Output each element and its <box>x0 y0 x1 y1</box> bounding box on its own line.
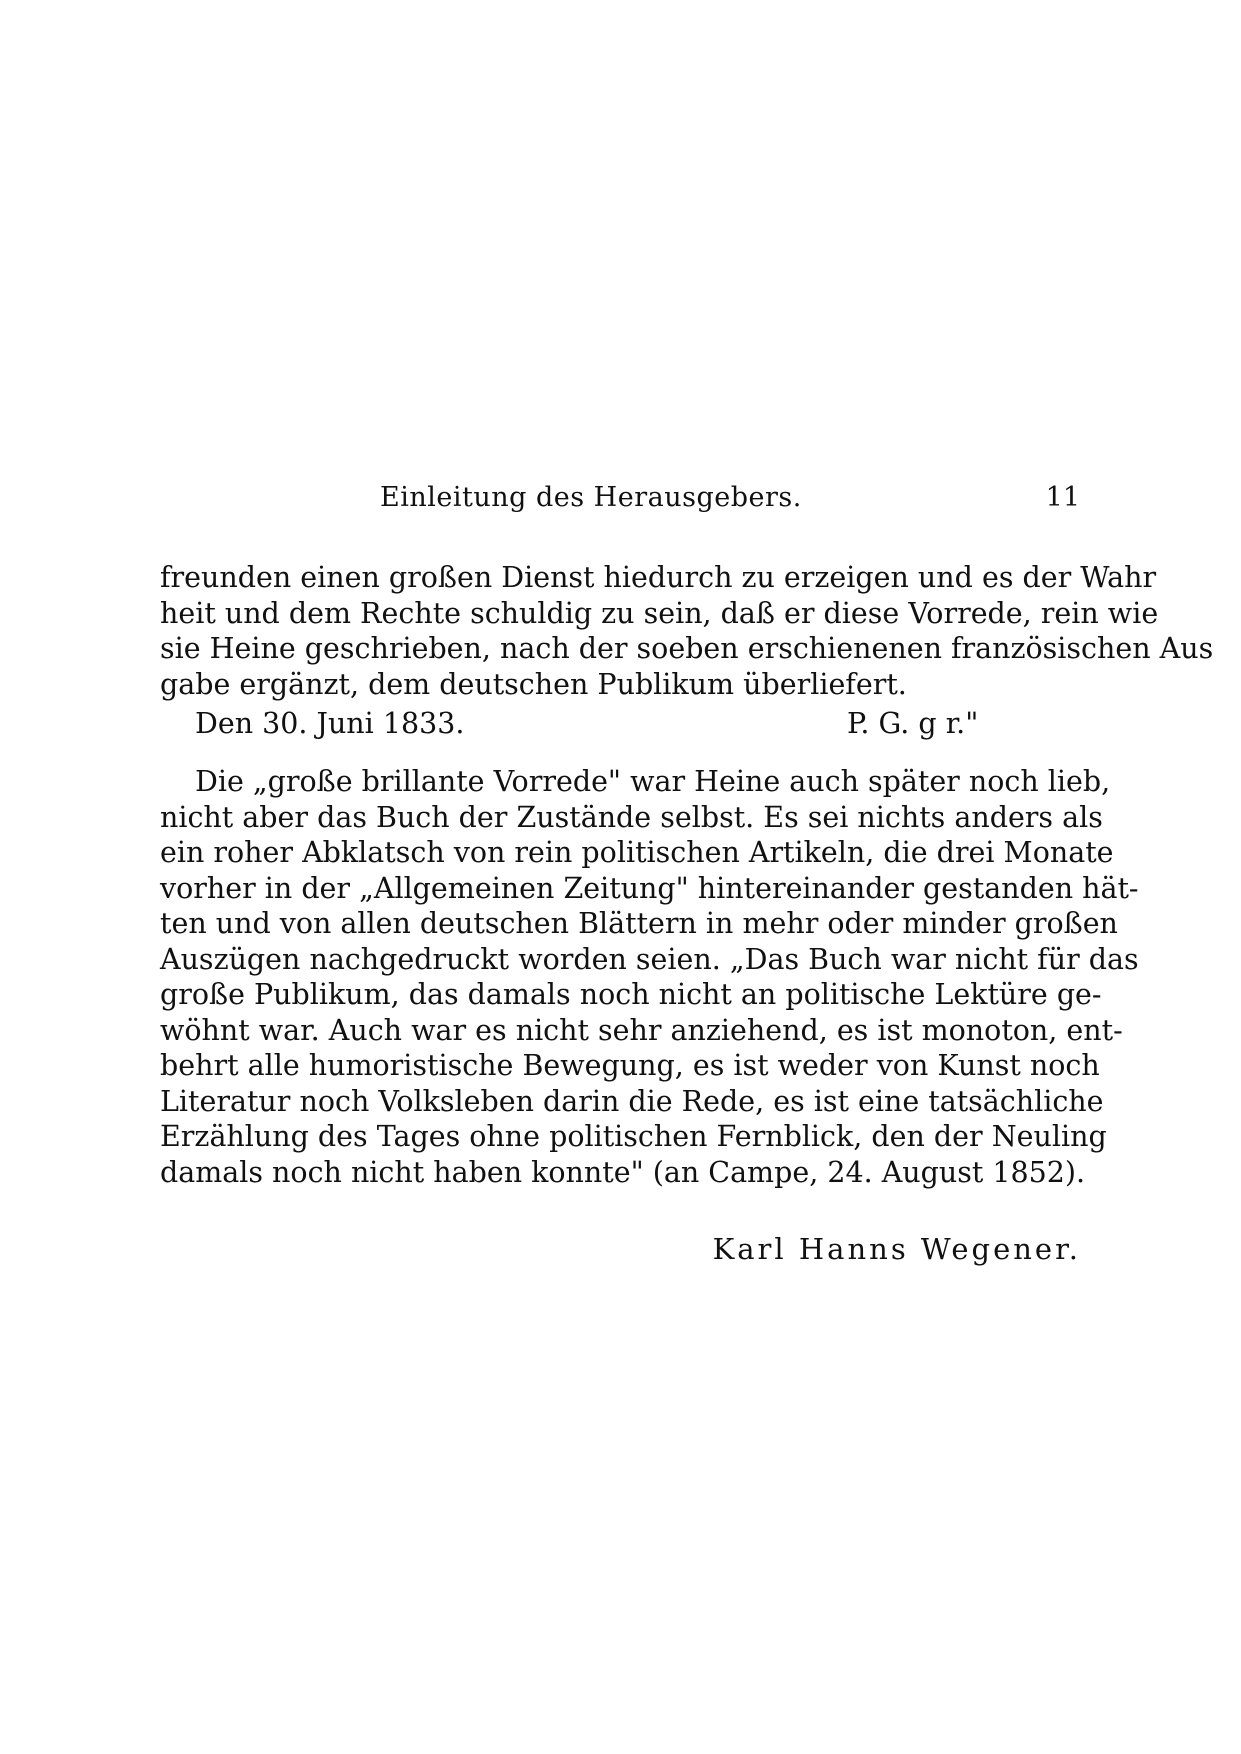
body-text <box>160 560 1214 1190</box>
paragraph-1 <box>160 560 1214 702</box>
running-head: Einleitung des Herausgebers. <box>380 482 802 513</box>
text-line: nicht aber das Buch der Zustände selbst. Es sei nichts anders als <box>160 800 1103 834</box>
text-line: behrt alle humoristische Bewegung, es ist weder von Kunst noch <box>160 1049 1100 1082</box>
text-line: wöhnt war. Auch war es nicht sehr anziehend, es ist monoton, ent- <box>160 1013 1123 1047</box>
paragraph-2 <box>160 764 1139 1190</box>
text-line: freunden einen großen Dienst hiedurch zu erzeigen und es der Wahr <box>160 561 1157 594</box>
text-line: ten und von allen deutschen Blättern in mehr oder minder großen <box>160 907 1118 940</box>
text-line: heit und dem Rechte schuldig zu sein, daß er diese Vorrede, rein wie <box>160 596 1159 630</box>
letter-initials: P. G. g r." <box>847 707 979 740</box>
text-line: sie Heine geschrieben, nach der soeben erschienenen französischen Aus <box>160 632 1214 665</box>
page-header <box>160 482 1080 522</box>
text-line: vorher in der „Allgemeinen Zeitung" hintereinander gestanden hät- <box>160 871 1139 905</box>
text-line: große Publikum, das damals noch nicht an politische Lektüre ge- <box>160 978 1102 1011</box>
text-line: Literatur noch Volksleben darin die Rede, es ist eine tatsächliche <box>160 1084 1104 1118</box>
author-signature: Karl Hanns Wegener. <box>712 1232 1081 1266</box>
page-number: 11 <box>1045 482 1080 513</box>
text-line: damals noch nicht haben konnte" (an Campe, 24. August 1852). <box>160 1155 1086 1189</box>
text-line: ein roher Abklatsch von rein politischen Artikeln, die drei Monate <box>160 836 1114 869</box>
text-line: gabe ergänzt, dem deutschen Publikum überliefert. <box>160 667 907 701</box>
letter-date: Den 30. Juni 1833. <box>195 707 465 740</box>
text-line: Erzählung des Tages ohne politischen Fernblick, den der Neuling <box>160 1120 1107 1153</box>
text-line: Die „große brillante Vorrede" war Heine auch später noch lieb, <box>195 765 1111 798</box>
dateline <box>160 706 1080 742</box>
text-line: Auszügen nachgedruckt worden seien. „Das Buch war nicht für das <box>160 942 1139 976</box>
